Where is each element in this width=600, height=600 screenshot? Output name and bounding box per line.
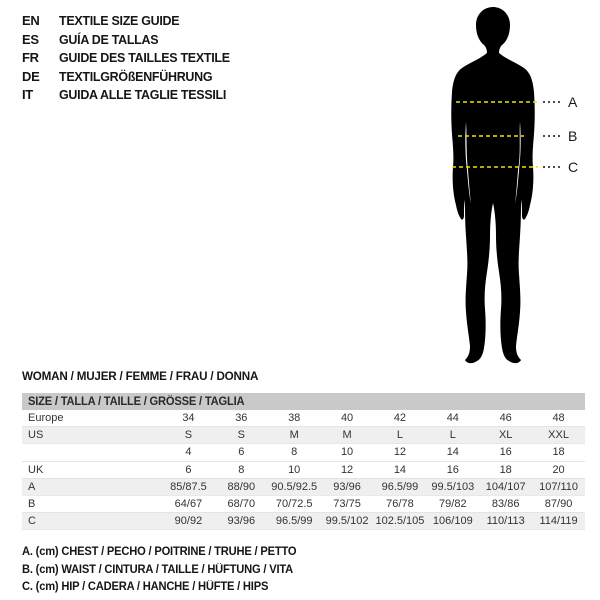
category-title: WOMAN / MUJER / FEMME / FRAU / DONNA [22, 369, 259, 383]
row-label: Europe [28, 412, 64, 425]
size-value: 73/75 [333, 498, 361, 511]
language-title: TEXTILE SIZE GUIDE [59, 13, 180, 28]
size-value: 106/109 [432, 515, 473, 528]
size-table-header [22, 393, 585, 410]
size-value: 93/96 [227, 515, 256, 528]
size-value: 6 [238, 446, 245, 459]
language-title: GUIDE DES TAILLES TEXTILE [59, 50, 230, 65]
size-value: 10 [340, 446, 354, 459]
table-row-b [22, 496, 585, 513]
woman-silhouette-figure [443, 4, 595, 372]
row-label: UK [28, 463, 44, 476]
size-value: 70/72.5 [275, 498, 313, 511]
language-code: IT [22, 87, 33, 102]
size-value: 90.5/92.5 [271, 480, 318, 493]
legend-line-a: A. (cm) CHEST / PECHO / POITRINE / TRUHE / PETTO [22, 546, 297, 558]
size-value: 38 [288, 412, 301, 425]
language-row-fr [22, 49, 237, 68]
size-value: 88/90 [227, 480, 256, 493]
language-code: DE [22, 68, 40, 84]
size-value: 44 [446, 412, 459, 425]
row-label: C [28, 515, 36, 528]
size-value: 83/86 [491, 498, 520, 511]
size-value: S [184, 429, 193, 442]
language-row-es [22, 31, 237, 50]
language-title-block [22, 12, 237, 105]
table-row-uk [22, 462, 585, 479]
size-value: 110/113 [486, 515, 525, 528]
size-value: 20 [552, 463, 565, 476]
language-row-en [22, 12, 237, 31]
legend-line-b: B. (cm) WAIST / CINTURA / TAILLE / HÜFTUNG / VITA [22, 563, 294, 576]
size-value: 93/96 [333, 480, 361, 493]
size-table-body [22, 410, 585, 530]
size-value: S [237, 429, 245, 442]
size-value: 107/110 [539, 480, 579, 493]
size-value: 10 [288, 463, 301, 476]
language-title: TEXTILGRÖßENFÜHRUNG [59, 68, 213, 84]
silhouette-svg [443, 4, 595, 372]
measurement-legend [22, 544, 305, 597]
size-value: 102.5/105 [375, 515, 425, 528]
size-value: 14 [446, 446, 459, 459]
language-code: ES [22, 31, 39, 47]
size-value: 8 [291, 446, 298, 459]
size-value: 16 [446, 463, 459, 476]
size-value: XXL [548, 429, 569, 442]
size-value: 76/78 [386, 498, 414, 511]
woman-silhouette [451, 7, 535, 363]
size-value: 87/90 [544, 498, 573, 511]
table-row-us [22, 427, 585, 444]
size-value: 12 [340, 463, 354, 476]
size-value: 104/107 [485, 480, 526, 493]
size-value: 68/70 [227, 498, 256, 511]
size-value: M [289, 429, 299, 442]
size-value: 4 [185, 446, 192, 459]
size-value: 40 [340, 412, 354, 425]
size-value: 85/87.5 [170, 480, 207, 493]
language-row-it [22, 86, 237, 105]
language-code: EN [22, 13, 40, 28]
size-value: 48 [552, 412, 565, 425]
size-value: 8 [238, 463, 245, 476]
table-row-europe [22, 410, 585, 427]
hip-label: C [568, 159, 579, 175]
size-value: 12 [393, 446, 407, 459]
language-row-de [22, 68, 237, 87]
size-table [22, 393, 585, 530]
row-label: A [28, 480, 36, 493]
chest-label: A [568, 94, 578, 110]
size-value: 6 [185, 463, 192, 476]
language-title: GUÍA DE TALLAS [59, 31, 159, 47]
size-value: M [342, 429, 352, 442]
size-value: 42 [393, 412, 407, 425]
waist-label: B [568, 128, 578, 144]
language-title: GUIDA ALLE TAGLIE TESSILI [59, 87, 227, 102]
size-value: 99.5/103 [431, 480, 475, 493]
size-value: 36 [235, 412, 248, 425]
size-value: XL [498, 429, 513, 442]
size-value: 18 [499, 463, 512, 476]
size-value: L [396, 429, 403, 442]
table-row-us-numeric [22, 444, 585, 461]
table-row-c [22, 513, 585, 530]
size-value: 79/82 [439, 498, 467, 511]
table-row-a [22, 479, 585, 496]
size-value: 64/67 [174, 498, 203, 511]
size-value: 96.5/99 [381, 480, 419, 493]
row-label: US [28, 429, 44, 442]
size-value: 96.5/99 [275, 515, 313, 528]
size-value: 34 [182, 412, 195, 425]
language-code: FR [22, 50, 39, 65]
row-label: B [28, 498, 36, 511]
size-value: 114/119 [539, 515, 578, 528]
size-value: 99.5/102 [325, 515, 369, 528]
size-value: 16 [499, 446, 512, 459]
size-value: 14 [393, 463, 407, 476]
size-value: 18 [552, 446, 565, 459]
size-value: 46 [499, 412, 512, 425]
size-value: L [449, 429, 456, 442]
legend-line-c: C. (cm) HIP / CADERA / HANCHE / HÜFTE / HIPS [22, 581, 269, 593]
size-value: 90/92 [174, 515, 203, 528]
size-table-header-label: SIZE / TALLA / TAILLE / GRÖSSE / TAGLIA [28, 395, 245, 408]
